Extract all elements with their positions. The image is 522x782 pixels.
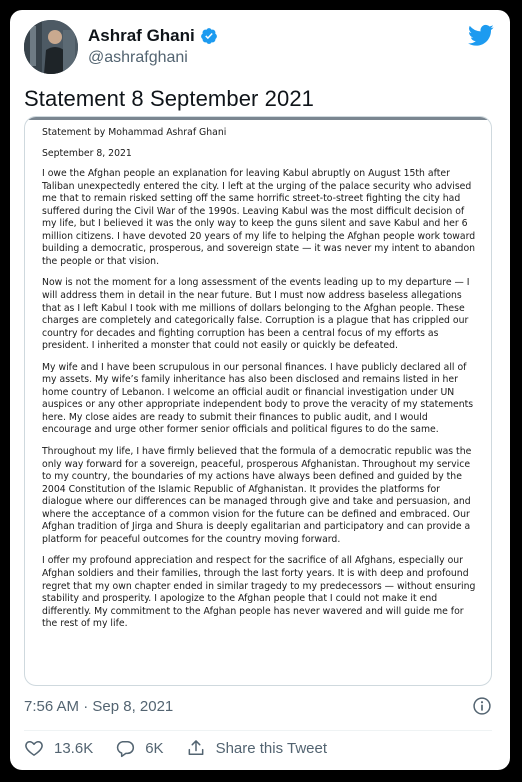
author-name-row	[88, 26, 218, 46]
share-button[interactable]	[186, 738, 327, 758]
tweet-actions	[24, 738, 349, 758]
verified-badge-icon	[200, 27, 218, 45]
share-icon	[186, 738, 206, 758]
statement-paragraph: Throughout my life, I have firmly believed that the formula of a democratic republic was the only way forward for a sovereign, peaceful, prosperous Afghanistan. Throughout my service to my country, the boundaries of my actions have always been defined and guided by the 2004 Constitution of the Islamic Republic of Afghanistan. It provides the platforms for dialogue where our differences can be managed through give and take and persuasion, and where the acceptance of a common vision for the future can be defined and embraced. Our Afghan tradition of Jirga and Shura is deeply egalitarian and participatory and can provide a platform for peaceful outcomes for the country moving forward.	[42, 446, 472, 545]
avatar-photo	[24, 20, 78, 74]
twitter-logo-icon[interactable]	[468, 24, 494, 51]
avatar[interactable]	[24, 20, 78, 74]
like-count: 13.6K	[54, 739, 94, 757]
statement-date: September 8, 2021	[42, 147, 132, 159]
divider	[24, 730, 492, 731]
tweet-text: Statement 8 September 2021	[24, 86, 315, 111]
share-label: Share this Tweet	[215, 739, 328, 757]
statement-title: Statement by Mohammad Ashraf Ghani	[42, 127, 227, 138]
tweet-card	[10, 10, 510, 770]
reply-count: 6K	[145, 739, 164, 757]
reply-button[interactable]	[115, 738, 163, 758]
timestamp-row	[24, 696, 492, 716]
author-name[interactable]: Ashraf Ghani	[88, 26, 195, 45]
statement-image[interactable]	[24, 116, 492, 686]
info-icon[interactable]	[472, 696, 492, 716]
reply-icon	[115, 738, 135, 758]
statement-paragraph: I owe the Afghan people an explanation for leaving Kabul abruptly on August 15th after Taliban unexpectedly entered the city. I left at the urging of the palace security who advised me that to remain risked setting off the same horrific street-to-street fighting the city had suffered during the Civil War of the 1990s. Leaving Kabul was the most difficult decision of my life, but I believed it was the only way to keep the guns silent and save Kabul and her 6 million citizens. I have devoted 20 years of my life to helping the Afghan people work toward building a democratic, prosperous, and sovereign state — it was never my intent to abandon the people or that vision.	[42, 168, 476, 267]
statement-document	[25, 120, 491, 631]
author-handle[interactable]: @ashrafghani	[88, 49, 188, 66]
statement-paragraph: I offer my profound appreciation and respect for the sacrifice of all Afghans, especially our Afghan soldiers and their families, through the last forty years. It is with deep and profound regret that my own chapter ended in similar tragedy to my predecessors — without ensuring stability and prosperity. I apologize to the Afghan people that I could not make it end differently. My commitment to the Afghan people has never wavered and will guide me for the rest of my life.	[42, 555, 476, 630]
heart-icon	[24, 738, 44, 758]
statement-paragraph: Now is not the moment for a long assessment of the events leading up to my departure — I will address them in detail in the near future. But I must now address baseless allegations that as I left Kabul I took with me millions of dollars belonging to the Afghan people. These charges are completely and categorically false. Corruption is a plague that has crippled our country for decades and fighting corruption has been a central focus of my efforts as president. I inherited a monster that could not easily or quickly be defeated.	[42, 277, 470, 352]
tweet-timestamp[interactable]: 7:56 AM · Sep 8, 2021	[24, 697, 174, 715]
statement-paragraph: My wife and I have been scrupulous in our personal finances. I have publicly declared all of my assets. My wife’s family inheritance has also been disclosed and remains listed in her home country of Lebanon. I welcome an official audit or financial investigation under UN auspices or any other appropriate independent body to prove the veracity of my statements here. My close aides are ready to submit their finances to public audit, and I would encourage and urge other former senior officials and political figures to do the same.	[42, 361, 474, 436]
like-button[interactable]	[24, 738, 93, 758]
